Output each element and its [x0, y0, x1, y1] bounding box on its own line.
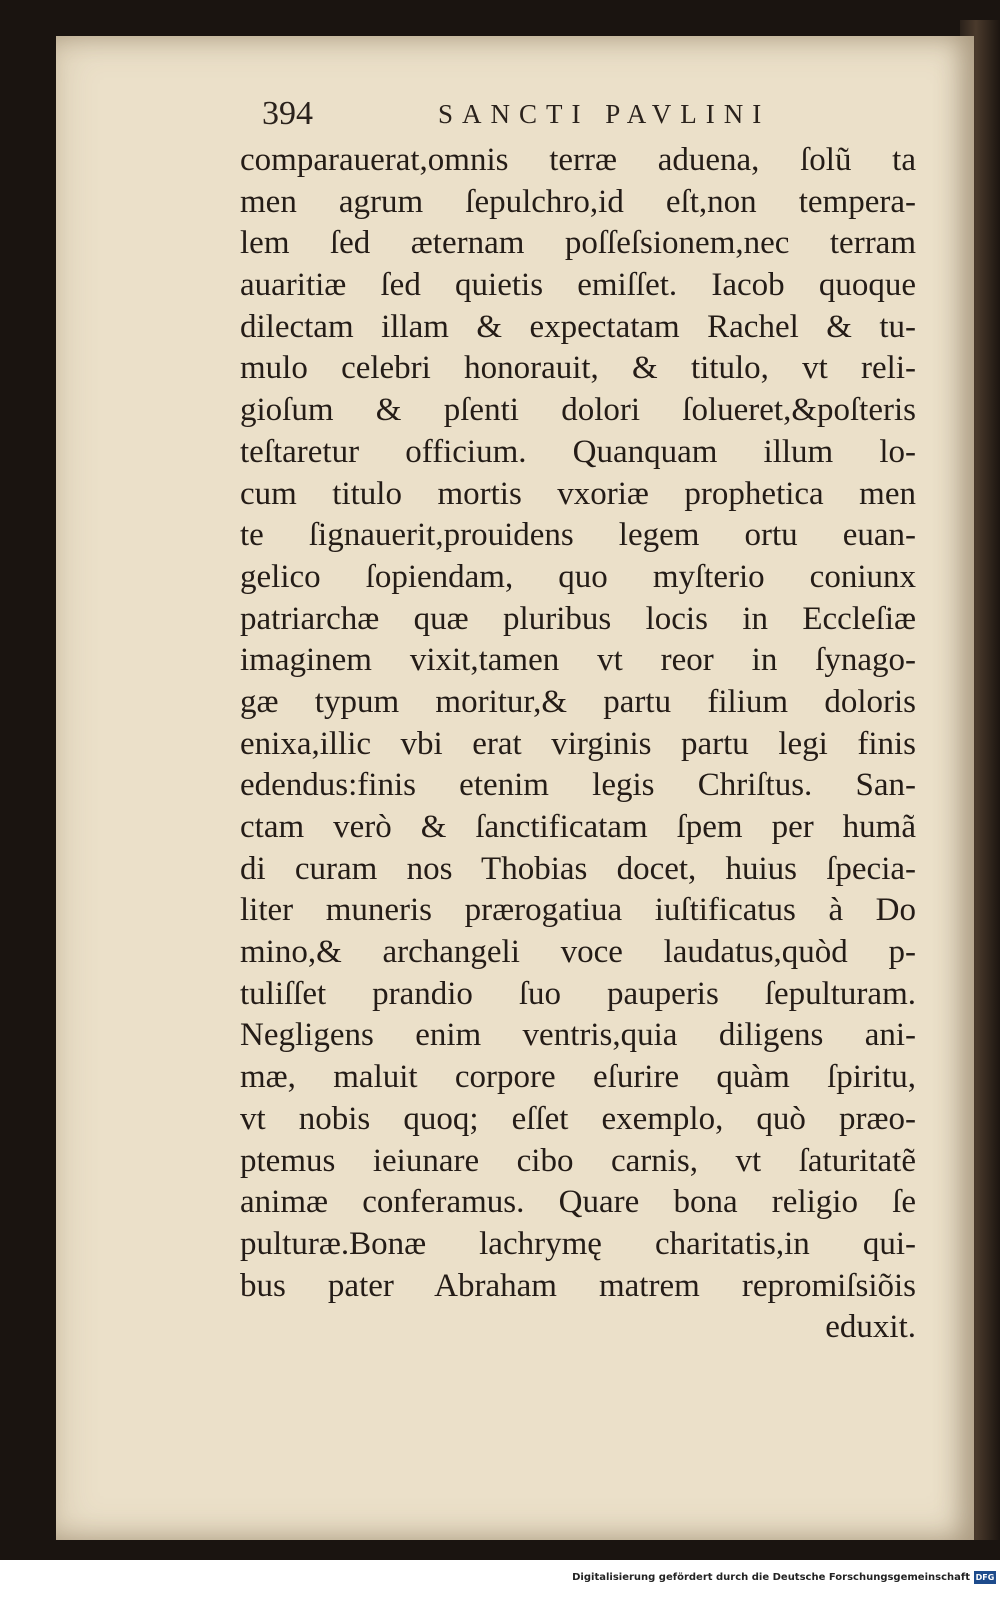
text-line: teſtaretur officium. Quanquam illum lo-	[240, 433, 916, 470]
text-line: gæ typum moritur,& partu filium doloris	[240, 683, 916, 720]
text-line: mino,& archangeli voce laudatus,quòd p-	[240, 934, 916, 971]
text-line: patriarchæ quæ pluribus locis in Eccleſiæ	[240, 600, 916, 637]
text-line: tuliſſet prandio ſuo pauperis ſepulturam.	[240, 975, 916, 1012]
text-line: cum titulo mortis vxoriæ prophetica men	[240, 475, 916, 512]
text-line: ctam verò & ſanctificatam ſpem per humã	[240, 809, 916, 845]
text-line: ptemus ieiunare cibo carnis, vt ſaturitatẽ	[240, 1142, 916, 1179]
text-line: auaritiæ ſed quietis emiſſet. Iacob quoque	[240, 267, 916, 304]
text-line: vt nobis quoq; eſſet exemplo, quò præo-	[240, 1100, 916, 1137]
text-line: animæ conferamus. Quare bona religio ſe	[240, 1184, 916, 1221]
digitization-credit: Digitalisierung gefördert durch die Deutsche Forschungsgemeinschaft	[572, 1572, 970, 1583]
text-line: gioſum & pſenti dolori ſolueret,&poſteris	[240, 392, 916, 429]
running-head	[262, 94, 882, 134]
text-line: lem ſed æternam poſſeſsionem,nec terram	[240, 225, 916, 262]
text-line: dilectam illam & expectatam Rachel & tu-	[240, 308, 916, 345]
text-line: mæ, maluit corpore eſurire quàm ſpiritu,	[240, 1059, 916, 1096]
text-line: pulturæ.Bonæ lachrymę charitatis,in qui-	[240, 1225, 916, 1262]
text-line: men agrum ſepulchro,id eſt,non tempera-	[240, 183, 916, 220]
text-line: Negligens enim ventris,quia diligens ani-	[240, 1017, 916, 1054]
page-number: 394	[262, 95, 313, 132]
text-line: liter muneris prærogatiua iuſtificatus à Do	[240, 892, 916, 929]
running-title: SANCTI PAVLINI	[438, 99, 771, 129]
text-line-final: eduxit.	[825, 1309, 916, 1346]
text-line: comparauerat,omnis terræ aduena, ſolũ ta	[240, 142, 916, 178]
text-line: enixa,illic vbi erat virginis partu legi finis	[240, 725, 916, 762]
text-line: mulo celebri honorauit, & titulo, vt reli-	[240, 350, 916, 387]
text-line: te ſignauerit,prouidens legem ortu euan-	[240, 517, 916, 554]
text-line: bus pater Abraham matrem repromiſsiõis	[240, 1267, 916, 1304]
footer-bar	[0, 1560, 1000, 1598]
dfg-logo-icon: DFG	[975, 1573, 995, 1582]
body-text	[240, 140, 916, 1349]
text-line: edendus:finis etenim legis Chriſtus. San-	[240, 767, 916, 804]
text-line: imaginem vixit,tamen vt reor in ſynago-	[240, 642, 916, 679]
book-page	[56, 36, 974, 1540]
text-line: di curam nos Thobias docet, huius ſpecia-	[240, 850, 916, 887]
text-line: gelico ſopiendam, quo myſterio coniunx	[240, 558, 916, 595]
